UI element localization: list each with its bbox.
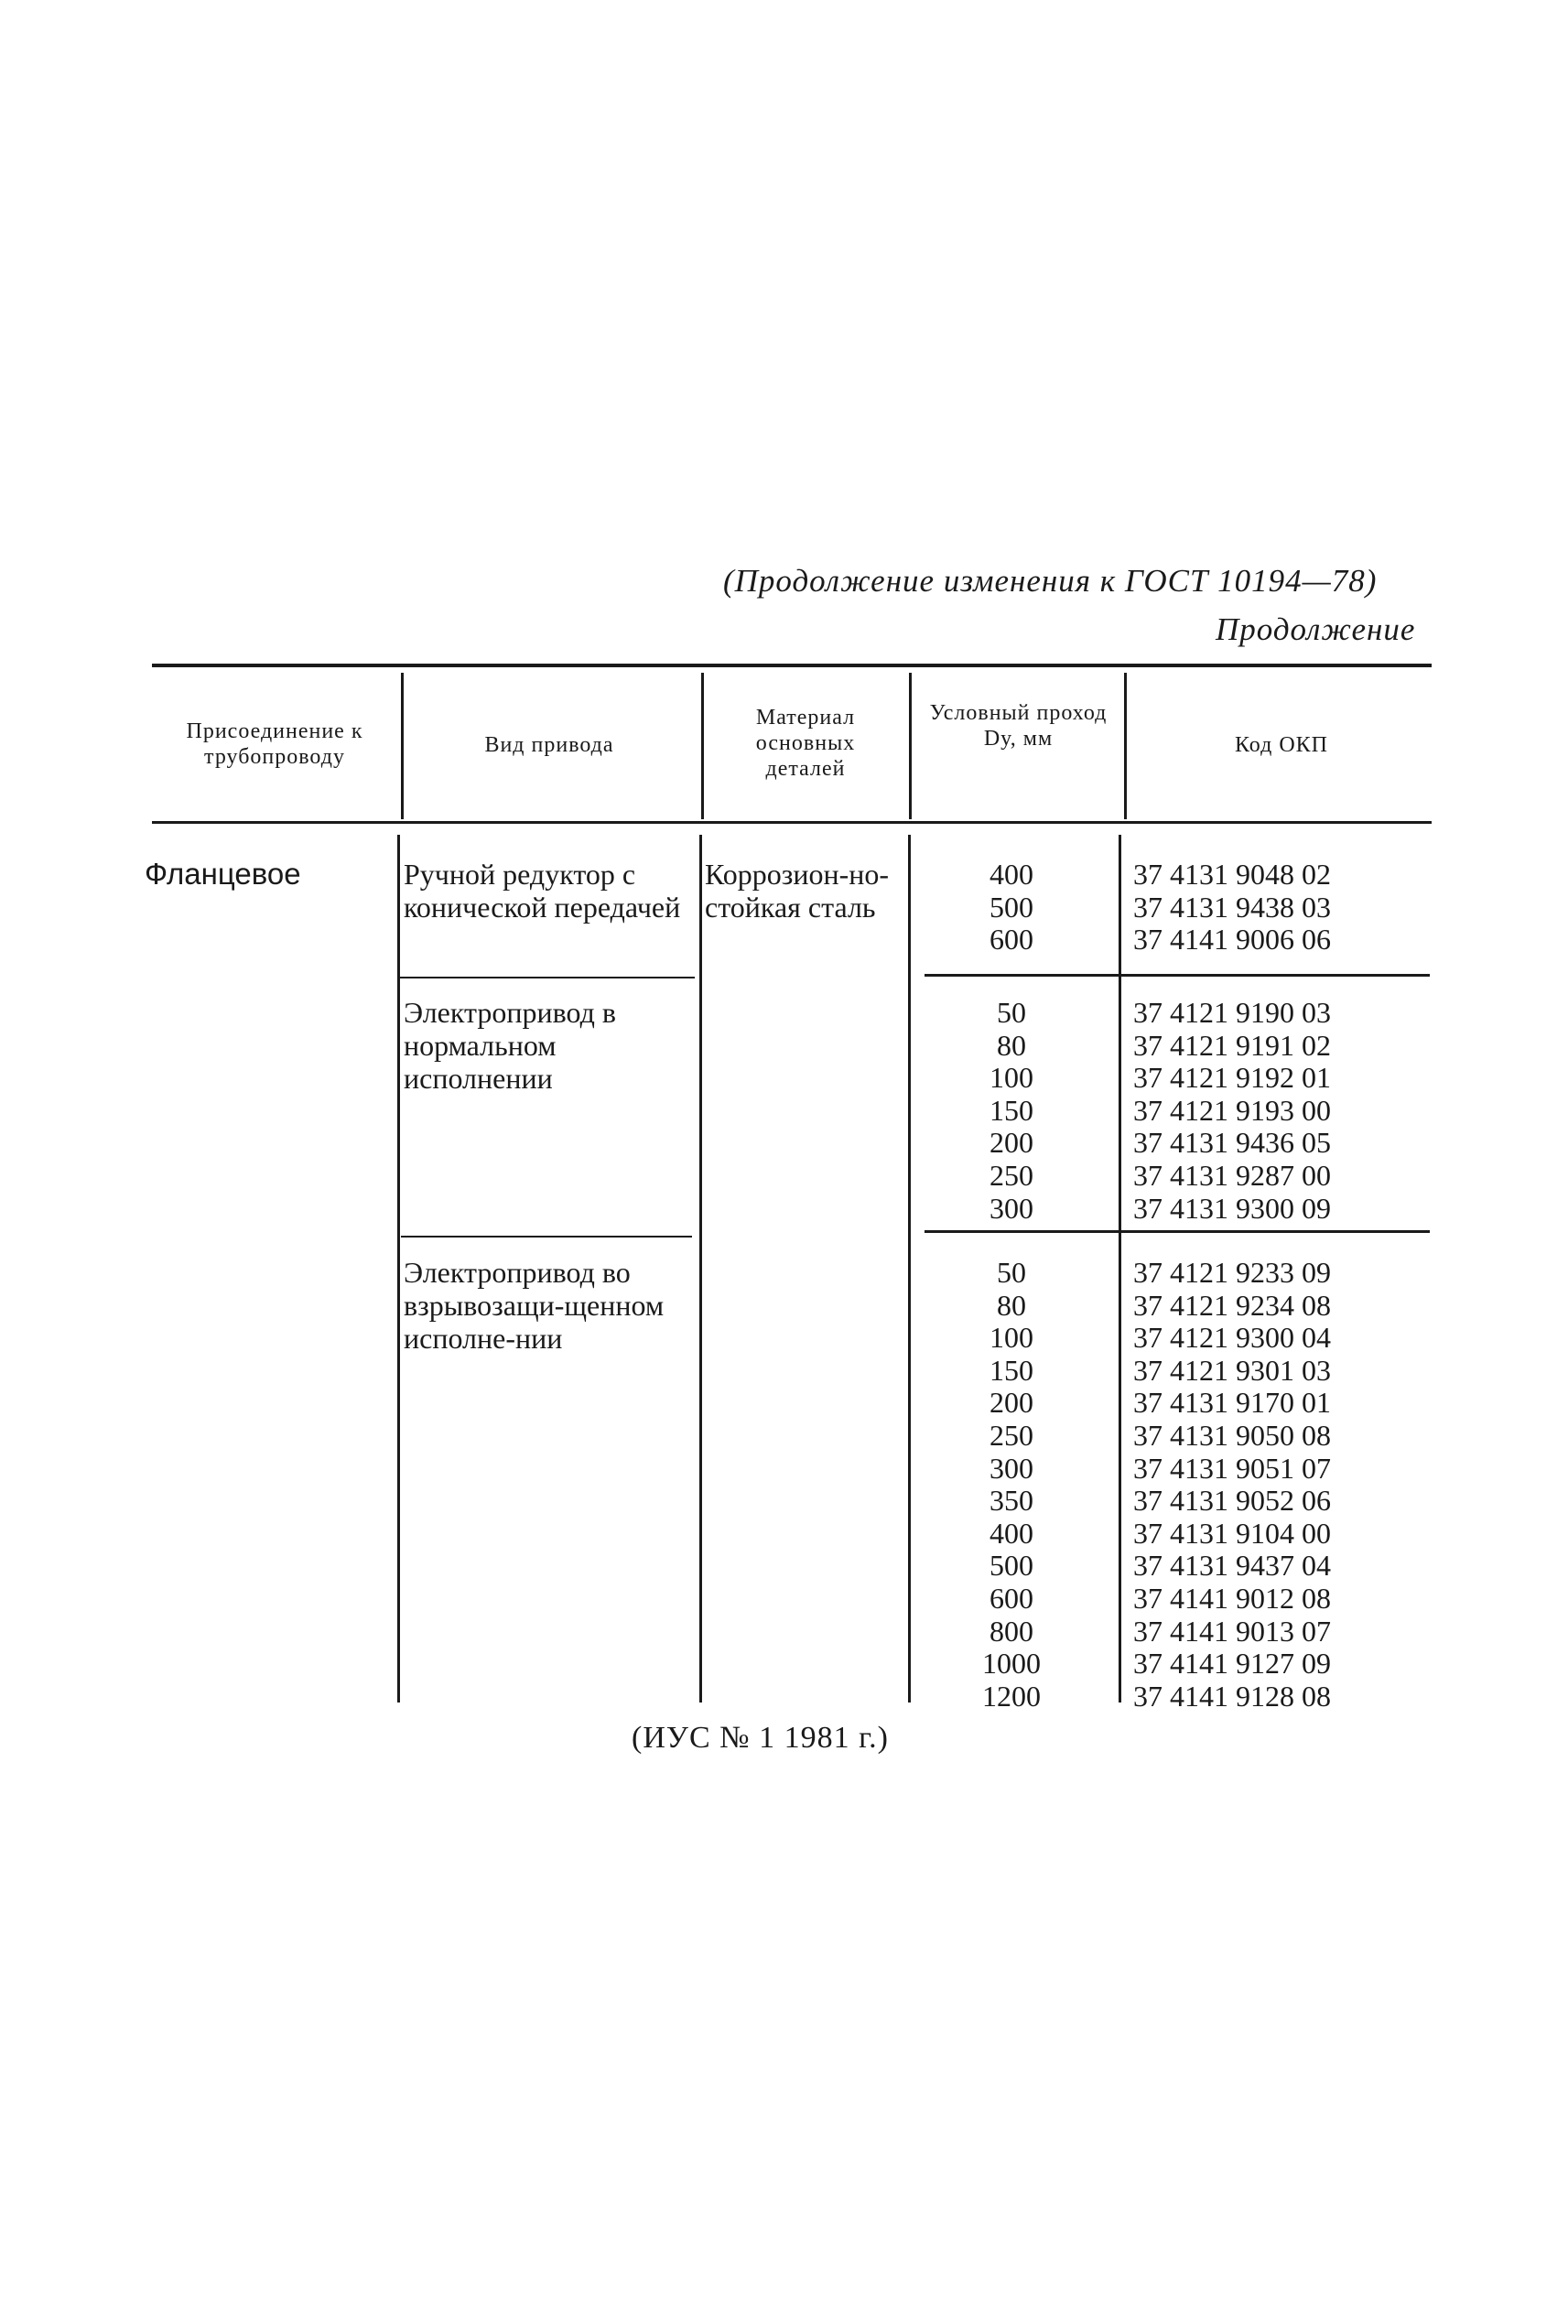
okp-code-value: 37 4141 9127 09: [1133, 1647, 1331, 1681]
drive-type-1: Ручной редуктор с конической передачей: [404, 858, 681, 924]
column-header-nominal-bore: Условный проход Dу, мм: [929, 701, 1108, 751]
header-divider-1: [401, 673, 404, 819]
nominal-bore-value: 350: [989, 1484, 1033, 1518]
nominal-bore-value: 150: [989, 1093, 1033, 1127]
table-top-rule: [152, 664, 1432, 667]
column-header-material: Материал основных деталей: [755, 706, 856, 781]
nominal-bore-value: 200: [989, 1386, 1033, 1420]
nominal-bore-value: 600: [989, 923, 1033, 957]
okp-code-value: 37 4141 9012 08: [1133, 1582, 1331, 1615]
group-separator-drive-2: [401, 1236, 692, 1238]
nominal-bore-value: 80: [997, 1288, 1026, 1322]
nominal-bore-value: 600: [989, 1582, 1033, 1615]
nominal-bore-value: 100: [989, 1321, 1033, 1355]
nominal-bore-value: 500: [989, 1549, 1033, 1583]
nominal-bore-value: 300: [989, 1191, 1033, 1225]
nominal-bore-value: 250: [989, 1419, 1033, 1452]
okp-code-value: 37 4121 9234 08: [1133, 1288, 1331, 1322]
okp-code-value: 37 4131 9287 00: [1133, 1159, 1331, 1192]
nominal-bore-value: 250: [989, 1159, 1033, 1192]
drive-type-2: Электропривод в нормальном исполнении: [404, 996, 616, 1095]
connection-type: Фланцевое: [145, 857, 301, 891]
drive-type-3: Электропривод во взрывозащи-щенном исполне-нии: [404, 1256, 665, 1355]
nominal-bore-value: 100: [989, 1061, 1033, 1095]
okp-code-value: 37 4131 9048 02: [1133, 858, 1331, 891]
nominal-bore-value: 80: [997, 1028, 1026, 1062]
okp-code-value: 37 4131 9436 05: [1133, 1126, 1331, 1160]
continuation-label: Продолжение: [1216, 611, 1416, 647]
nominal-bore-value: 1200: [982, 1679, 1041, 1713]
nominal-bore-value: 200: [989, 1126, 1033, 1160]
group-separator-data-2: [925, 1230, 1430, 1233]
continuation-title: (Продолжение изменения к ГОСТ 10194—78): [723, 563, 1378, 599]
header-divider-3: [909, 673, 912, 819]
okp-code-value: 37 4131 9300 09: [1133, 1191, 1331, 1225]
okp-code-value: 37 4121 9192 01: [1133, 1061, 1331, 1095]
column-header-connection: Присоединение к трубопроводу: [186, 719, 363, 769]
okp-code-value: 37 4121 9233 09: [1133, 1256, 1331, 1289]
nominal-bore-value: 300: [989, 1451, 1033, 1485]
nominal-bore-value: 800: [989, 1614, 1033, 1648]
nominal-bore-value: 50: [997, 996, 1026, 1029]
material-value: Коррозион-но-стойкая сталь: [705, 858, 890, 924]
column-header-okp-code: Код ОКП: [1234, 733, 1328, 757]
okp-code-value: 37 4131 9438 03: [1133, 890, 1331, 924]
body-divider-1: [397, 835, 400, 1702]
column-header-drive: Вид привода: [484, 733, 614, 757]
body-divider-2: [699, 835, 702, 1702]
okp-code-value: 37 4131 9437 04: [1133, 1549, 1331, 1583]
source-note: (ИУС № 1 1981 г.): [632, 1721, 889, 1755]
okp-code-value: 37 4141 9013 07: [1133, 1614, 1331, 1648]
okp-code-value: 37 4121 9190 03: [1133, 996, 1331, 1029]
group-separator-data-1: [925, 974, 1430, 977]
okp-code-value: 37 4131 9170 01: [1133, 1386, 1331, 1420]
header-divider-4: [1124, 673, 1127, 819]
okp-code-value: 37 4131 9051 07: [1133, 1451, 1331, 1485]
body-divider-4: [1119, 835, 1121, 1702]
header-bottom-rule: [152, 821, 1432, 824]
okp-code-value: 37 4131 9050 08: [1133, 1419, 1331, 1452]
nominal-bore-value: 1000: [982, 1647, 1041, 1681]
okp-code-value: 37 4131 9052 06: [1133, 1484, 1331, 1518]
header-divider-2: [701, 673, 704, 819]
okp-code-value: 37 4131 9104 00: [1133, 1516, 1331, 1550]
group-separator-drive-1: [397, 977, 695, 978]
okp-code-value: 37 4121 9301 03: [1133, 1353, 1331, 1387]
okp-code-value: 37 4141 9006 06: [1133, 923, 1331, 957]
nominal-bore-value: 400: [989, 1516, 1033, 1550]
okp-code-value: 37 4121 9193 00: [1133, 1093, 1331, 1127]
okp-code-value: 37 4141 9128 08: [1133, 1679, 1331, 1713]
nominal-bore-value: 400: [989, 858, 1033, 891]
okp-code-value: 37 4121 9191 02: [1133, 1028, 1331, 1062]
nominal-bore-value: 500: [989, 890, 1033, 924]
nominal-bore-value: 50: [997, 1256, 1026, 1289]
nominal-bore-value: 150: [989, 1353, 1033, 1387]
body-divider-3: [908, 835, 911, 1702]
okp-code-value: 37 4121 9300 04: [1133, 1321, 1331, 1355]
